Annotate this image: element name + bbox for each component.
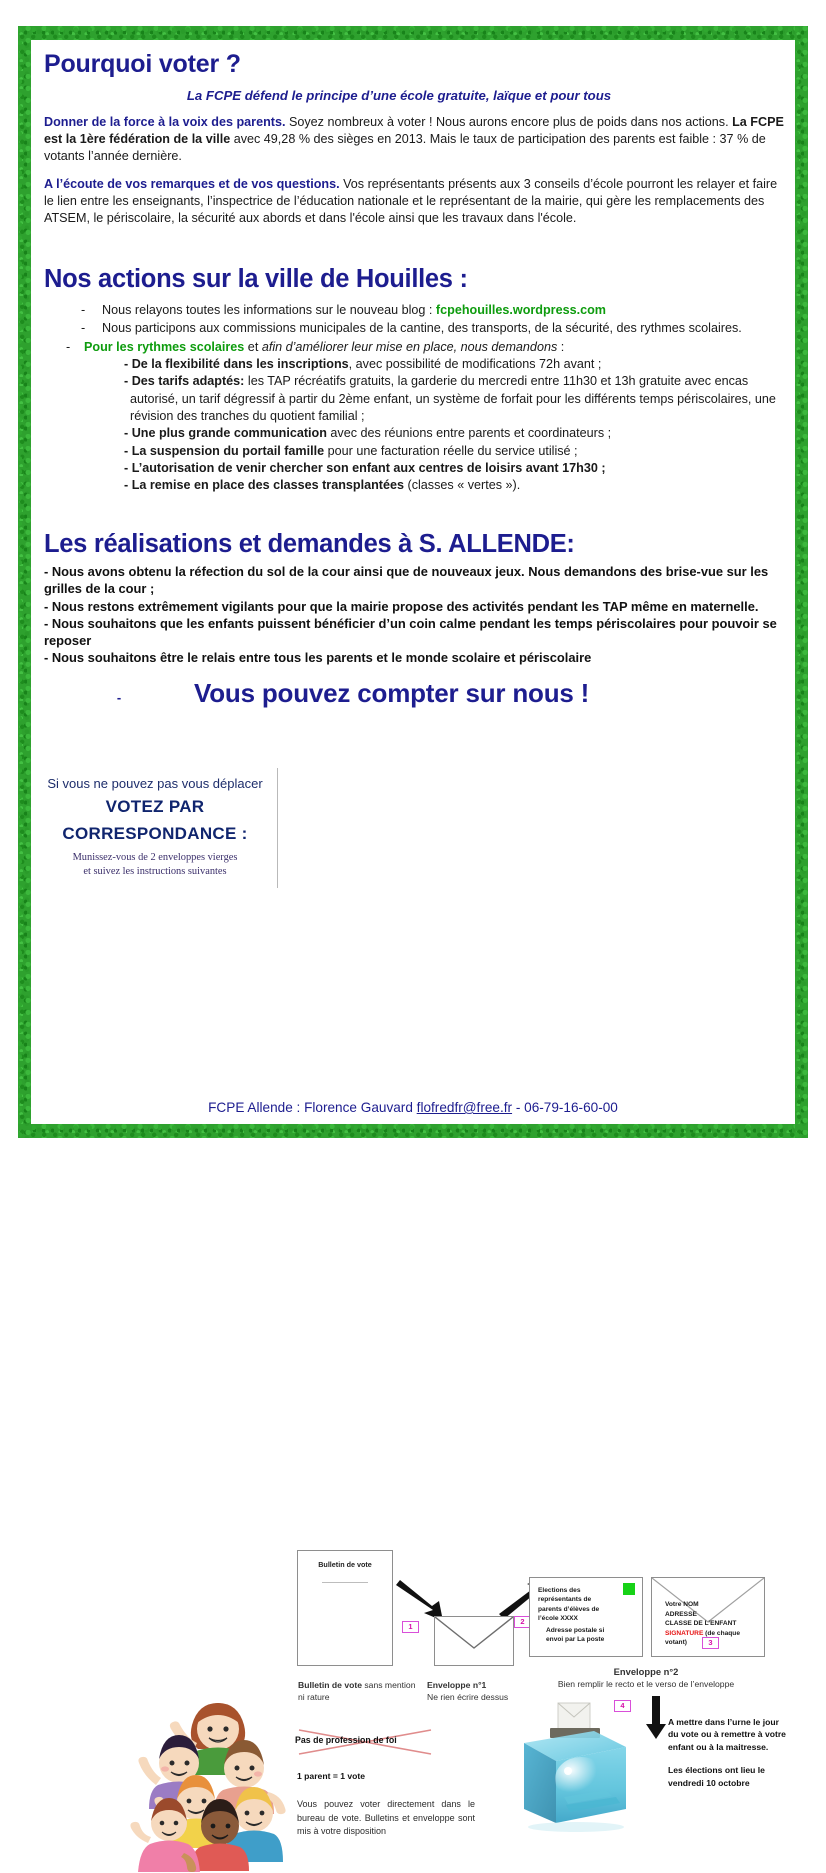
action-item-commissions — [44, 320, 784, 337]
caption-ballot-bold: Bulletin de vote — [298, 1680, 362, 1690]
env2-recto-addr2: envoi par La poste — [546, 1636, 605, 1644]
allende-item: - Nous souhaitons être le relais entre tous les parents et le monde scolaire et périscolaire — [44, 650, 592, 666]
demand-rest: (classes « vertes »). — [404, 478, 521, 493]
postal-vote-instructions — [35, 776, 275, 878]
intro-block — [44, 50, 784, 227]
slogan-text: Vous pouvez compter sur nous ! — [194, 677, 590, 708]
rythmes-label: Pour les rythmes scolaires — [84, 339, 245, 354]
arrow-down-icon — [645, 1696, 667, 1740]
postal-line-4b: et suivez les instructions suivantes — [83, 865, 227, 877]
caption-ballot-rest: sans mention ni rature — [298, 1680, 416, 1702]
one-parent-one-vote: 1 parent = 1 vote — [297, 1771, 366, 1781]
blog-link[interactable]: fcpehouilles.wordpress.com — [435, 303, 606, 317]
allende-list — [44, 563, 784, 667]
demand-item — [124, 460, 784, 477]
env2-verso-l3: CLASSE DE L’ENFANT — [665, 1620, 737, 1628]
demand-item — [124, 443, 784, 460]
demand-item — [124, 425, 784, 442]
ballot-box-illustration — [506, 1701, 630, 1833]
env2-verso-l2: ADRESSE — [665, 1610, 697, 1618]
demand-item — [124, 477, 784, 494]
demand-bold: - De la flexibilité dans les inscriptions — [124, 356, 349, 371]
decorative-frame-left — [18, 26, 31, 1138]
demand-bold: - Une plus grande communication — [124, 426, 327, 441]
intro-p2-rest: Vos représentants présents aux 3 conseils d’école pourront les relayer et faire le lien entre les enseignants, l’inspectrice de l’éducation nationale et le représentant de la mairie, qui gère les remplacements des ATSEM, le périscolaire, la sécurité aux abords et dans l'école ainsi que les travaux dans l'école. — [44, 177, 778, 225]
no-profession-text: Pas de profession de foi — [295, 1735, 397, 1745]
slogan-row — [44, 678, 784, 709]
demand-bold: - Des tarifs adaptés: — [124, 374, 245, 389]
no-profession-de-foi — [295, 1728, 451, 1756]
caption-env2-rest: Bien remplir le recto et le verso de l’enveloppe — [557, 1678, 735, 1689]
caption-env2-bold: Enveloppe n°2 — [613, 1666, 679, 1677]
actions-list — [44, 302, 784, 495]
intro-p1-b: avec 49,28 % des sièges en 2013. Mais le taux de participation des parents est faible : 37 % de votants l’année dernière. — [44, 132, 766, 163]
envelope-2-verso — [651, 1577, 765, 1657]
postal-line-1: Si vous ne pouvez pas vous déplacer — [47, 776, 263, 791]
demand-bold: - L’autorisation de venir chercher son enfant aux centres de loisirs avant 17h30 ; — [124, 461, 606, 475]
allende-heading: Les réalisations et demandes à S. ALLENDE: — [44, 530, 575, 558]
demand-item — [124, 373, 784, 425]
demand-rest: pour une facturation réelle du service utilisé ; — [324, 443, 578, 458]
intro-p2-lead: A l’écoute de vos remarques et de vos questions. — [44, 177, 340, 191]
intro-p1-lead: Donner de la force à la voix des parents. — [44, 115, 286, 129]
decorative-frame-bottom — [18, 1124, 808, 1138]
rythmes-italic: afin d’améliorer leur mise en place, nous demandons — [261, 339, 558, 354]
demand-rest: avec des réunions entre parents et coordinateurs ; — [326, 426, 612, 441]
page-title: Pourquoi voter ? — [44, 50, 241, 78]
caption-ballot-paper — [298, 1680, 416, 1703]
intro-paragraph-2 — [44, 176, 784, 227]
demands-list — [84, 356, 784, 495]
intro-p1-a: Soyez nombreux à voter ! Nous aurons encore plus de poids dans nos actions. — [285, 115, 733, 129]
ballot-paper-title: Bulletin de vote — [318, 1560, 372, 1569]
action-item-blog-text: Nous relayons toutes les informations sur le nouveau blog : — [102, 303, 436, 317]
allende-item: - Nous restons extrêmement vigilants pour que la mairie propose des activités pendant les TAP même en maternelle. — [44, 598, 759, 614]
ballot-paper-rule — [322, 1582, 368, 1583]
postal-line-2: VOTEZ PAR — [105, 797, 205, 816]
env2-recto-l1: Elections des — [538, 1587, 581, 1594]
footer-email[interactable]: flofredfr@free.fr — [416, 1100, 513, 1115]
intro-p1-bold2: La FCPE est la 1ère fédération de la ville — [44, 115, 784, 146]
env2-verso-l5: votant) — [665, 1639, 687, 1647]
footer-suffix: - 06-79-16-60-00 — [512, 1100, 618, 1115]
intro-paragraph-1 — [44, 114, 784, 165]
page-subtitle: La FCPE défend le principe d’une école gratuite, laïque et pour tous — [186, 88, 612, 103]
direct-vote-note: Vous pouvez voter directement dans le bureau de vote. Bulletins et enveloppe sont mis à votre disposition — [297, 1799, 475, 1836]
step-badge-1: 1 — [402, 1621, 419, 1633]
postal-line-4a: Munissez-vous de 2 enveloppes vierges — [72, 852, 238, 863]
env2-verso-signature-label: SIGNATURE — [665, 1629, 704, 1637]
caption-envelope-2 — [529, 1666, 763, 1690]
postal-line-4 — [35, 851, 275, 878]
decorative-frame-top — [18, 26, 808, 40]
footer-prefix: FCPE Allende : Florence Gauvard — [208, 1100, 417, 1115]
postage-stamp-icon — [623, 1583, 635, 1595]
actions-heading: Nos actions sur la ville de Houilles : — [44, 265, 468, 293]
envelope-2-recto — [529, 1577, 643, 1657]
vertical-divider — [277, 768, 278, 888]
demand-bold: - La remise en place des classes transplantées — [124, 478, 405, 493]
rythmes-end: : — [557, 339, 565, 354]
env2-verso-sig-rest: (de chaque — [703, 1629, 740, 1637]
demand-rest: , avec possibilité de modifications 72h avant ; — [348, 356, 602, 371]
footer-contact — [31, 1100, 795, 1115]
step-badge-3: 3 — [702, 1637, 719, 1649]
env2-recto-addr1: Adresse postale si — [546, 1627, 605, 1634]
allende-item: - Nous souhaitons que les enfants puissent bénéficier d’un coin calme pendant les temps périscolaires pour pouvoir se reposer — [44, 615, 777, 649]
demand-bold: - La suspension du portail famille — [124, 443, 325, 458]
envelope-1 — [434, 1616, 514, 1666]
action-item-commissions-text: Nous participons aux commissions municipales de la cantine, des transports, de la sécurité, des rythmes scolaires. — [102, 321, 742, 336]
step-badge-4: 4 — [614, 1700, 631, 1712]
caption-env1-rest: Ne rien écrire dessus — [427, 1691, 509, 1702]
urne-note-1: A mettre dans l’urne le jour du vote ou à remettre à votre enfant ou à la maitresse. — [668, 1717, 786, 1752]
slogan-dash: - — [116, 689, 122, 705]
action-item-blog — [44, 302, 784, 319]
children-illustration — [124, 1693, 314, 1873]
env2-recto-l3: parents d’élèves de — [538, 1605, 600, 1613]
rythmes-mid: et — [244, 339, 262, 354]
env2-verso-l1: Votre NOM — [665, 1601, 699, 1608]
action-item-rythmes — [44, 339, 784, 495]
ballot-paper — [297, 1550, 393, 1666]
env2-recto-l2: représentants de — [538, 1596, 592, 1604]
urne-note-2: Les élections ont lieu le vendredi 10 octobre — [668, 1765, 765, 1788]
envelope-2-recto-postal-note — [546, 1626, 604, 1645]
actions-section — [44, 265, 784, 496]
poster-content — [31, 40, 795, 1836]
caption-env1-bold: Enveloppe n°1 — [427, 1680, 487, 1690]
allende-item: - Nous avons obtenu la réfection du sol de la cour ainsi que de nouveaux jeux. Nous demandons des brise-vue sur les grilles de la cour ; — [44, 564, 769, 597]
allende-section — [44, 530, 784, 709]
spacer — [668, 1753, 788, 1764]
envelope-flap-icon — [435, 1617, 513, 1665]
env2-recto-l4: l’école XXXX — [538, 1615, 578, 1623]
envelope-2-recto-address-block — [538, 1586, 599, 1623]
demand-item — [124, 356, 784, 373]
step-badge-2: 2 — [514, 1616, 531, 1628]
demand-rest: les TAP récréatifs gratuits, la garderie du mercredi entre 11h30 et 13h gratuite avec encas autorisé, un tarif dégressif à partir du 2ème enfant, un système de forfait pour les différents temps périscolaires, une révision des tranches du quotient familial ; — [130, 374, 776, 423]
ballot-box-instructions — [668, 1716, 788, 1789]
decorative-frame-right — [795, 26, 808, 1138]
postal-line-3: CORRESPONDANCE : — [62, 824, 248, 843]
